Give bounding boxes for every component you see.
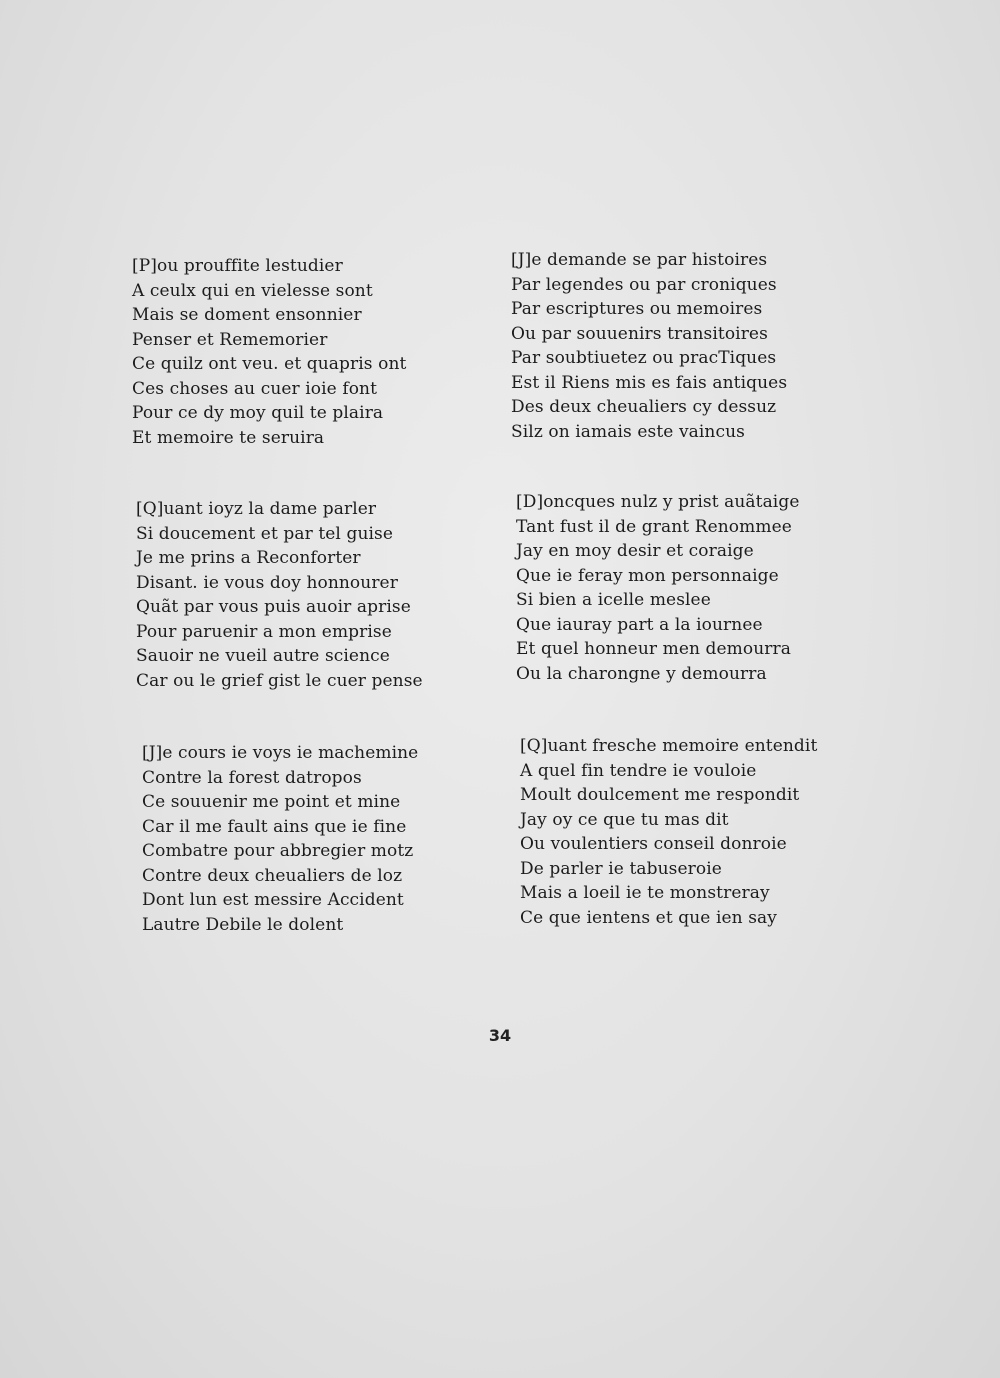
verse-line: Que ie feray mon personnaige	[516, 565, 779, 586]
verse-line: Sauoir ne vueil autre science	[136, 646, 390, 666]
verse-line: Si doucement et par tel guise	[136, 523, 394, 544]
verse-line: Moult doulcement me respondit	[520, 785, 800, 805]
verse-line: [J]e cours ie voys ie machemine	[142, 743, 419, 763]
verse-line: Car ou le grief gist le cuer pense	[136, 670, 423, 691]
verse-line: Et memoire te seruira	[132, 427, 325, 448]
stanza-4	[516, 490, 856, 686]
verse-line: Contre la forest datropos	[142, 767, 362, 788]
verse-line: [J]e demande se par histoires	[511, 250, 768, 270]
verse-line: Penser et Rememorier	[132, 329, 328, 350]
verse-line: Ou la charongne y demourra	[516, 663, 767, 684]
verse-line: Est il Riens mis es fais antiques	[511, 372, 788, 393]
verse-line: Par legendes ou par croniques	[511, 274, 777, 295]
verse-line: Quãt par vous puis auoir aprise	[136, 597, 411, 617]
verse-line: Mais se doment ensonnier	[132, 305, 362, 325]
verse-line: Ce que ientens et que ien say	[520, 907, 777, 928]
verse-line: [Q]uant fresche memoire entendit	[520, 736, 818, 756]
verse-line: Je me prins a Reconforter	[136, 548, 361, 568]
verse-line: Jay oy ce que tu mas dit	[520, 809, 729, 830]
stanza-2	[511, 248, 851, 444]
stanza-3	[136, 497, 476, 693]
verse-line: Que iauray part a la iournee	[516, 614, 763, 635]
verse-line: Et quel honneur men demourra	[516, 639, 791, 659]
verse-line: Mais a loeil ie te monstreray	[520, 883, 770, 903]
verse-line: Tant fust il de grant Renommee	[516, 516, 792, 537]
page-number: 34	[488, 1026, 512, 1045]
verse-line: Ou voulentiers conseil donroie	[520, 834, 787, 854]
stanza-6	[520, 734, 860, 930]
verse-line: Contre deux cheualiers de loz	[142, 865, 403, 886]
verse-line: Ce souuenir me point et mine	[142, 792, 401, 812]
stanza-5	[142, 741, 482, 937]
verse-line: Par escriptures ou memoires	[511, 299, 763, 319]
verse-line: Dont lun est messire Accident	[142, 890, 404, 910]
verse-line: Pour ce dy moy quil te plaira	[132, 403, 384, 423]
verse-line: Pour paruenir a mon emprise	[136, 621, 392, 642]
verse-line: De parler ie tabuseroie	[520, 858, 722, 879]
verse-line: Jay en moy desir et coraige	[516, 541, 754, 561]
verse-line: Si bien a icelle meslee	[516, 590, 711, 610]
verse-line: [Q]uant ioyz la dame parler	[136, 499, 377, 519]
verse-line: Disant. ie vous doy honnourer	[136, 572, 398, 593]
verse-line: Ces choses au cuer ioie font	[132, 378, 378, 399]
verse-line: Combatre pour abbregier motz	[142, 841, 414, 861]
verse-line: Des deux cheualiers cy dessuz	[511, 397, 777, 417]
verse-line: Car il me fault ains que ie fine	[142, 816, 407, 837]
verse-line: Lautre Debile le dolent	[142, 914, 344, 935]
verse-line: A quel fin tendre ie vouloie	[520, 760, 757, 781]
verse-line: Ou par souuenirs transitoires	[511, 323, 768, 344]
verse-line: [P]ou prouffite lestudier	[132, 256, 343, 276]
verse-line: Ce quilz ont veu. et quapris ont	[132, 354, 407, 374]
verse-line: Silz on iamais este vaincus	[511, 421, 745, 442]
verse-line: Par soubtiuetez ou pracTiques	[511, 348, 777, 368]
verse-line: [D]oncques nulz y prist auãtaige	[516, 492, 800, 512]
stanza-1	[132, 254, 472, 450]
verse-line: A ceulx qui en vielesse sont	[132, 280, 373, 301]
